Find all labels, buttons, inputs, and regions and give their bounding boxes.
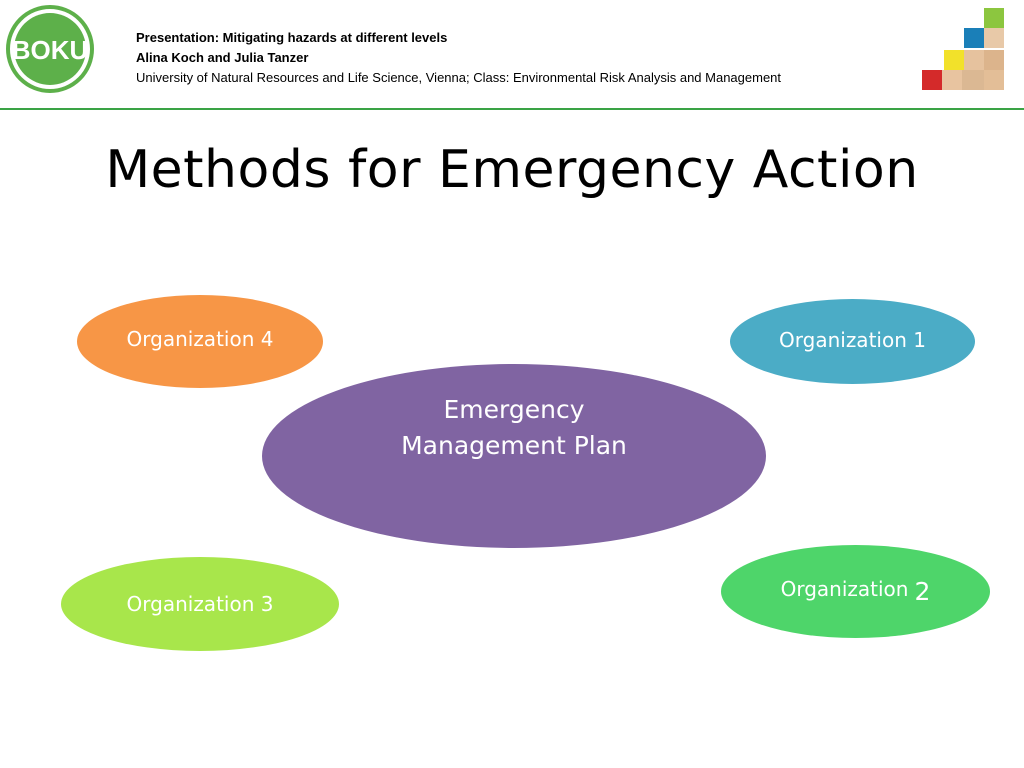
organization-2-label: Organization xyxy=(780,577,909,601)
university-class: University of Natural Resources and Life Science, Vienna; Class: Environmental Risk Analysis and Management xyxy=(136,70,782,85)
center-label-line1: Emergency xyxy=(443,395,585,424)
emergency-management-plan-oval xyxy=(262,364,766,548)
organization-2-oval xyxy=(721,545,990,638)
authors: Alina Koch and Julia Tanzer xyxy=(136,50,309,65)
organization-1-oval xyxy=(730,299,975,384)
blocks-graphic xyxy=(918,6,1010,94)
header-divider xyxy=(0,108,1024,110)
center-label-line2: Management Plan xyxy=(401,431,627,460)
organization-3-oval xyxy=(61,557,339,651)
organization-4-oval xyxy=(77,295,323,388)
presentation-title: Presentation: Mitigating hazards at different levels xyxy=(136,30,448,45)
header-text xyxy=(136,28,916,88)
organization-2-number: 2 xyxy=(914,577,931,606)
logo-text: BOKU xyxy=(11,35,89,65)
organization-4-label: Organization 4 xyxy=(126,327,274,351)
boku-logo xyxy=(5,4,95,94)
organization-1-label: Organization 1 xyxy=(779,328,926,352)
organization-3-label: Organization 3 xyxy=(126,592,274,616)
slide-title: Methods for Emergency Action xyxy=(105,140,919,200)
